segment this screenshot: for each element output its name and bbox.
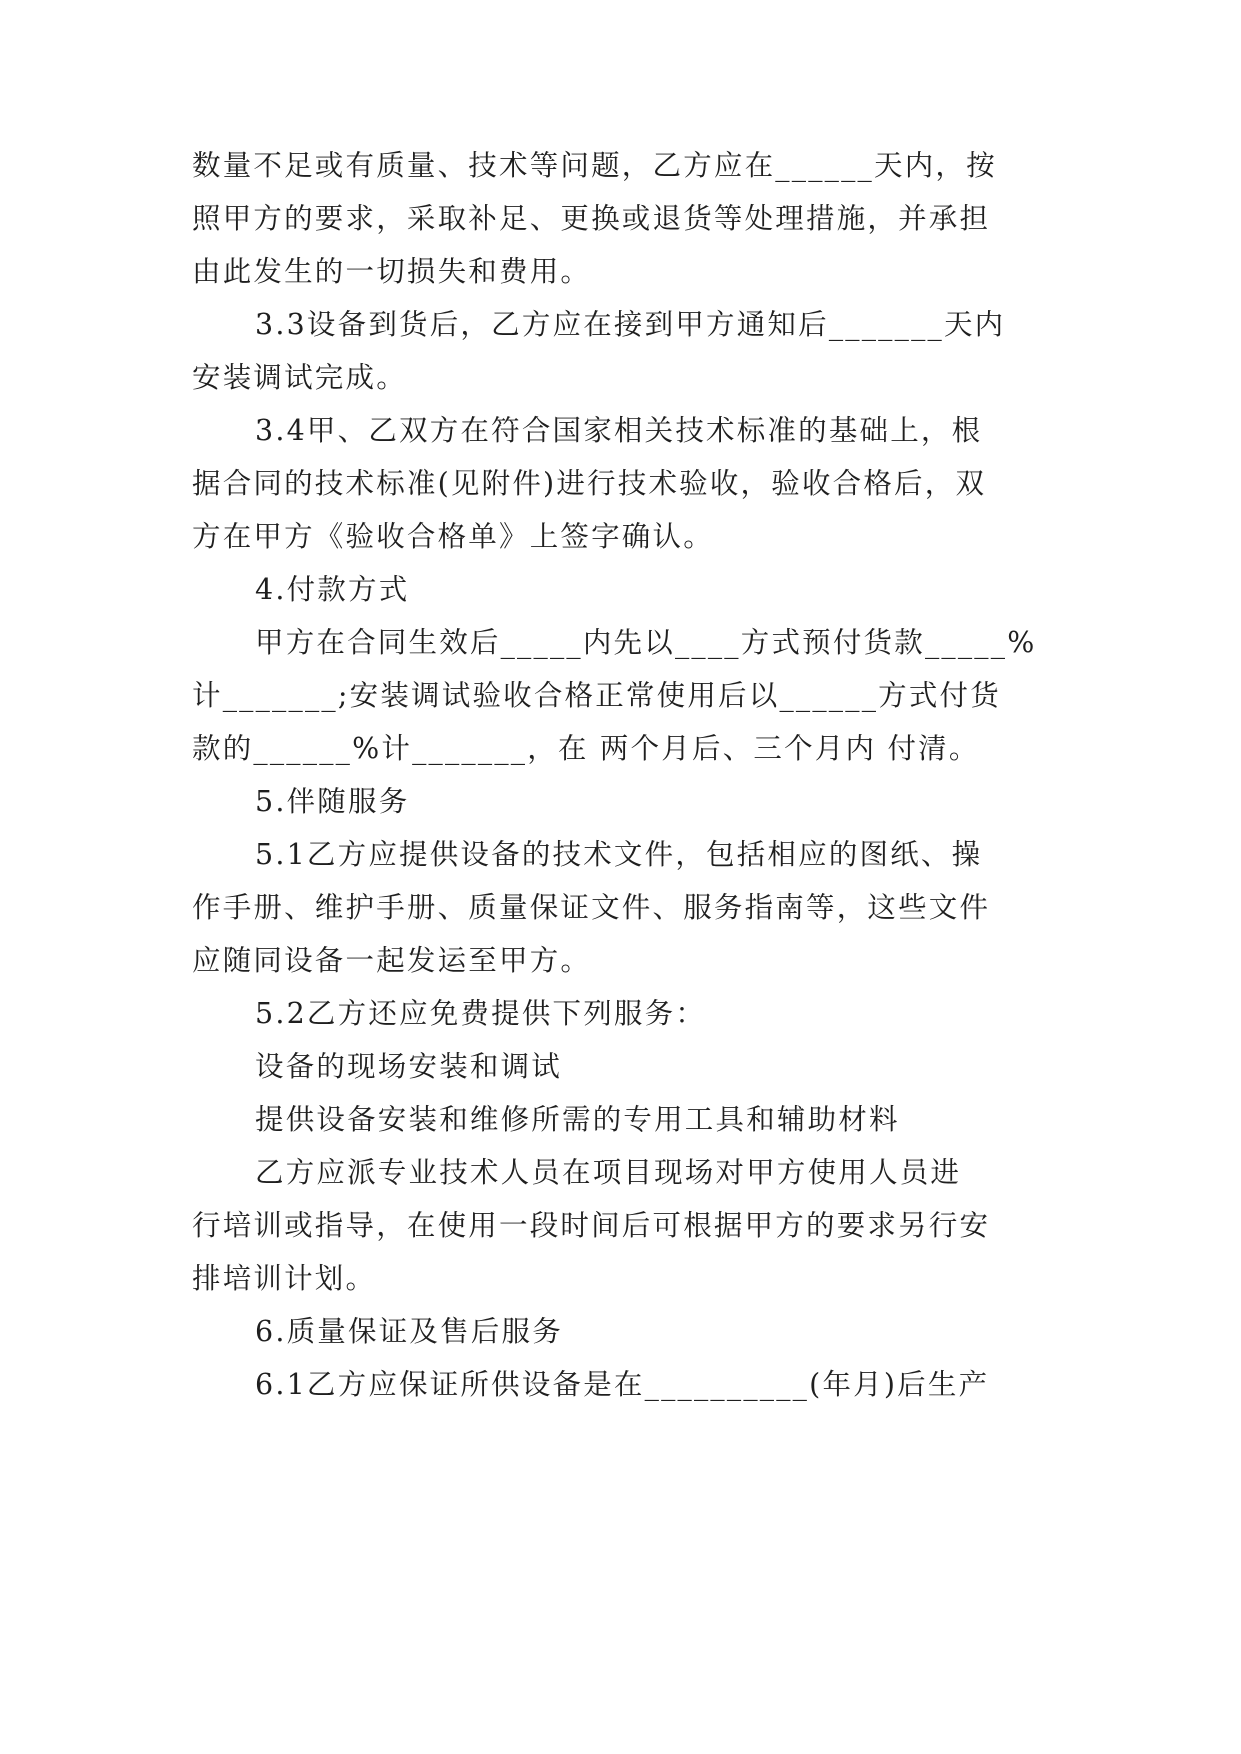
body-text-line: 安装调试完成。 (192, 361, 407, 394)
clause-5-1: 5.1乙方应提供设备的技术文件，包括相应的图纸、操 (255, 838, 983, 871)
body-text-line: 由此发生的一切损失和费用。 (192, 255, 592, 288)
service-item: 乙方应派专业技术人员在项目现场对甲方使用人员进 (255, 1156, 962, 1189)
body-text-line: 行培训或指导，在使用一段时间后可根据甲方的要求另行安 (192, 1209, 991, 1242)
body-text-line: 甲方在合同生效后_____内先以____方式预付货款_____% (255, 626, 1037, 659)
body-text-line: 应随同设备一起发运至甲方。 (192, 944, 592, 977)
section-heading-warranty: 6.质量保证及售后服务 (255, 1315, 563, 1348)
service-item: 提供设备安装和维修所需的专用工具和辅助材料 (255, 1103, 900, 1136)
clause-3-4: 3.4甲、乙双方在符合国家相关技术标准的基础上，根 (255, 414, 983, 447)
clause-6-1: 6.1乙方应保证所供设备是在__________(年月)后生产 (255, 1368, 990, 1401)
clause-3-3: 3.3设备到货后，乙方应在接到甲方通知后_______天内 (255, 308, 1006, 341)
body-text-line: 数量不足或有质量、技术等问题，乙方应在______天内，按 (192, 149, 997, 182)
body-text-line: 方在甲方《验收合格单》上签字确认。 (192, 520, 714, 553)
body-text-line: 排培训计划。 (192, 1262, 377, 1295)
service-item: 设备的现场安装和调试 (255, 1050, 563, 1083)
body-text-line: 计_______;安装调试验收合格正常使用后以______方式付货 (192, 679, 1001, 712)
body-text-line: 照甲方的要求，采取补足、更换或退货等处理措施，并承担 (192, 202, 991, 235)
body-text-line: 据合同的技术标准(见附件)进行技术验收，验收合格后，双 (192, 467, 987, 500)
section-heading-services: 5.伴随服务 (255, 785, 410, 818)
body-text-line: 款的______%计_______，在 两个月后、三个月内 付清。 (192, 732, 980, 765)
body-text-line: 作手册、维护手册、质量保证文件、服务指南等，这些文件 (192, 891, 991, 924)
clause-5-2: 5.2乙方还应免费提供下列服务： (255, 997, 707, 1030)
section-heading-payment: 4.付款方式 (255, 573, 410, 606)
